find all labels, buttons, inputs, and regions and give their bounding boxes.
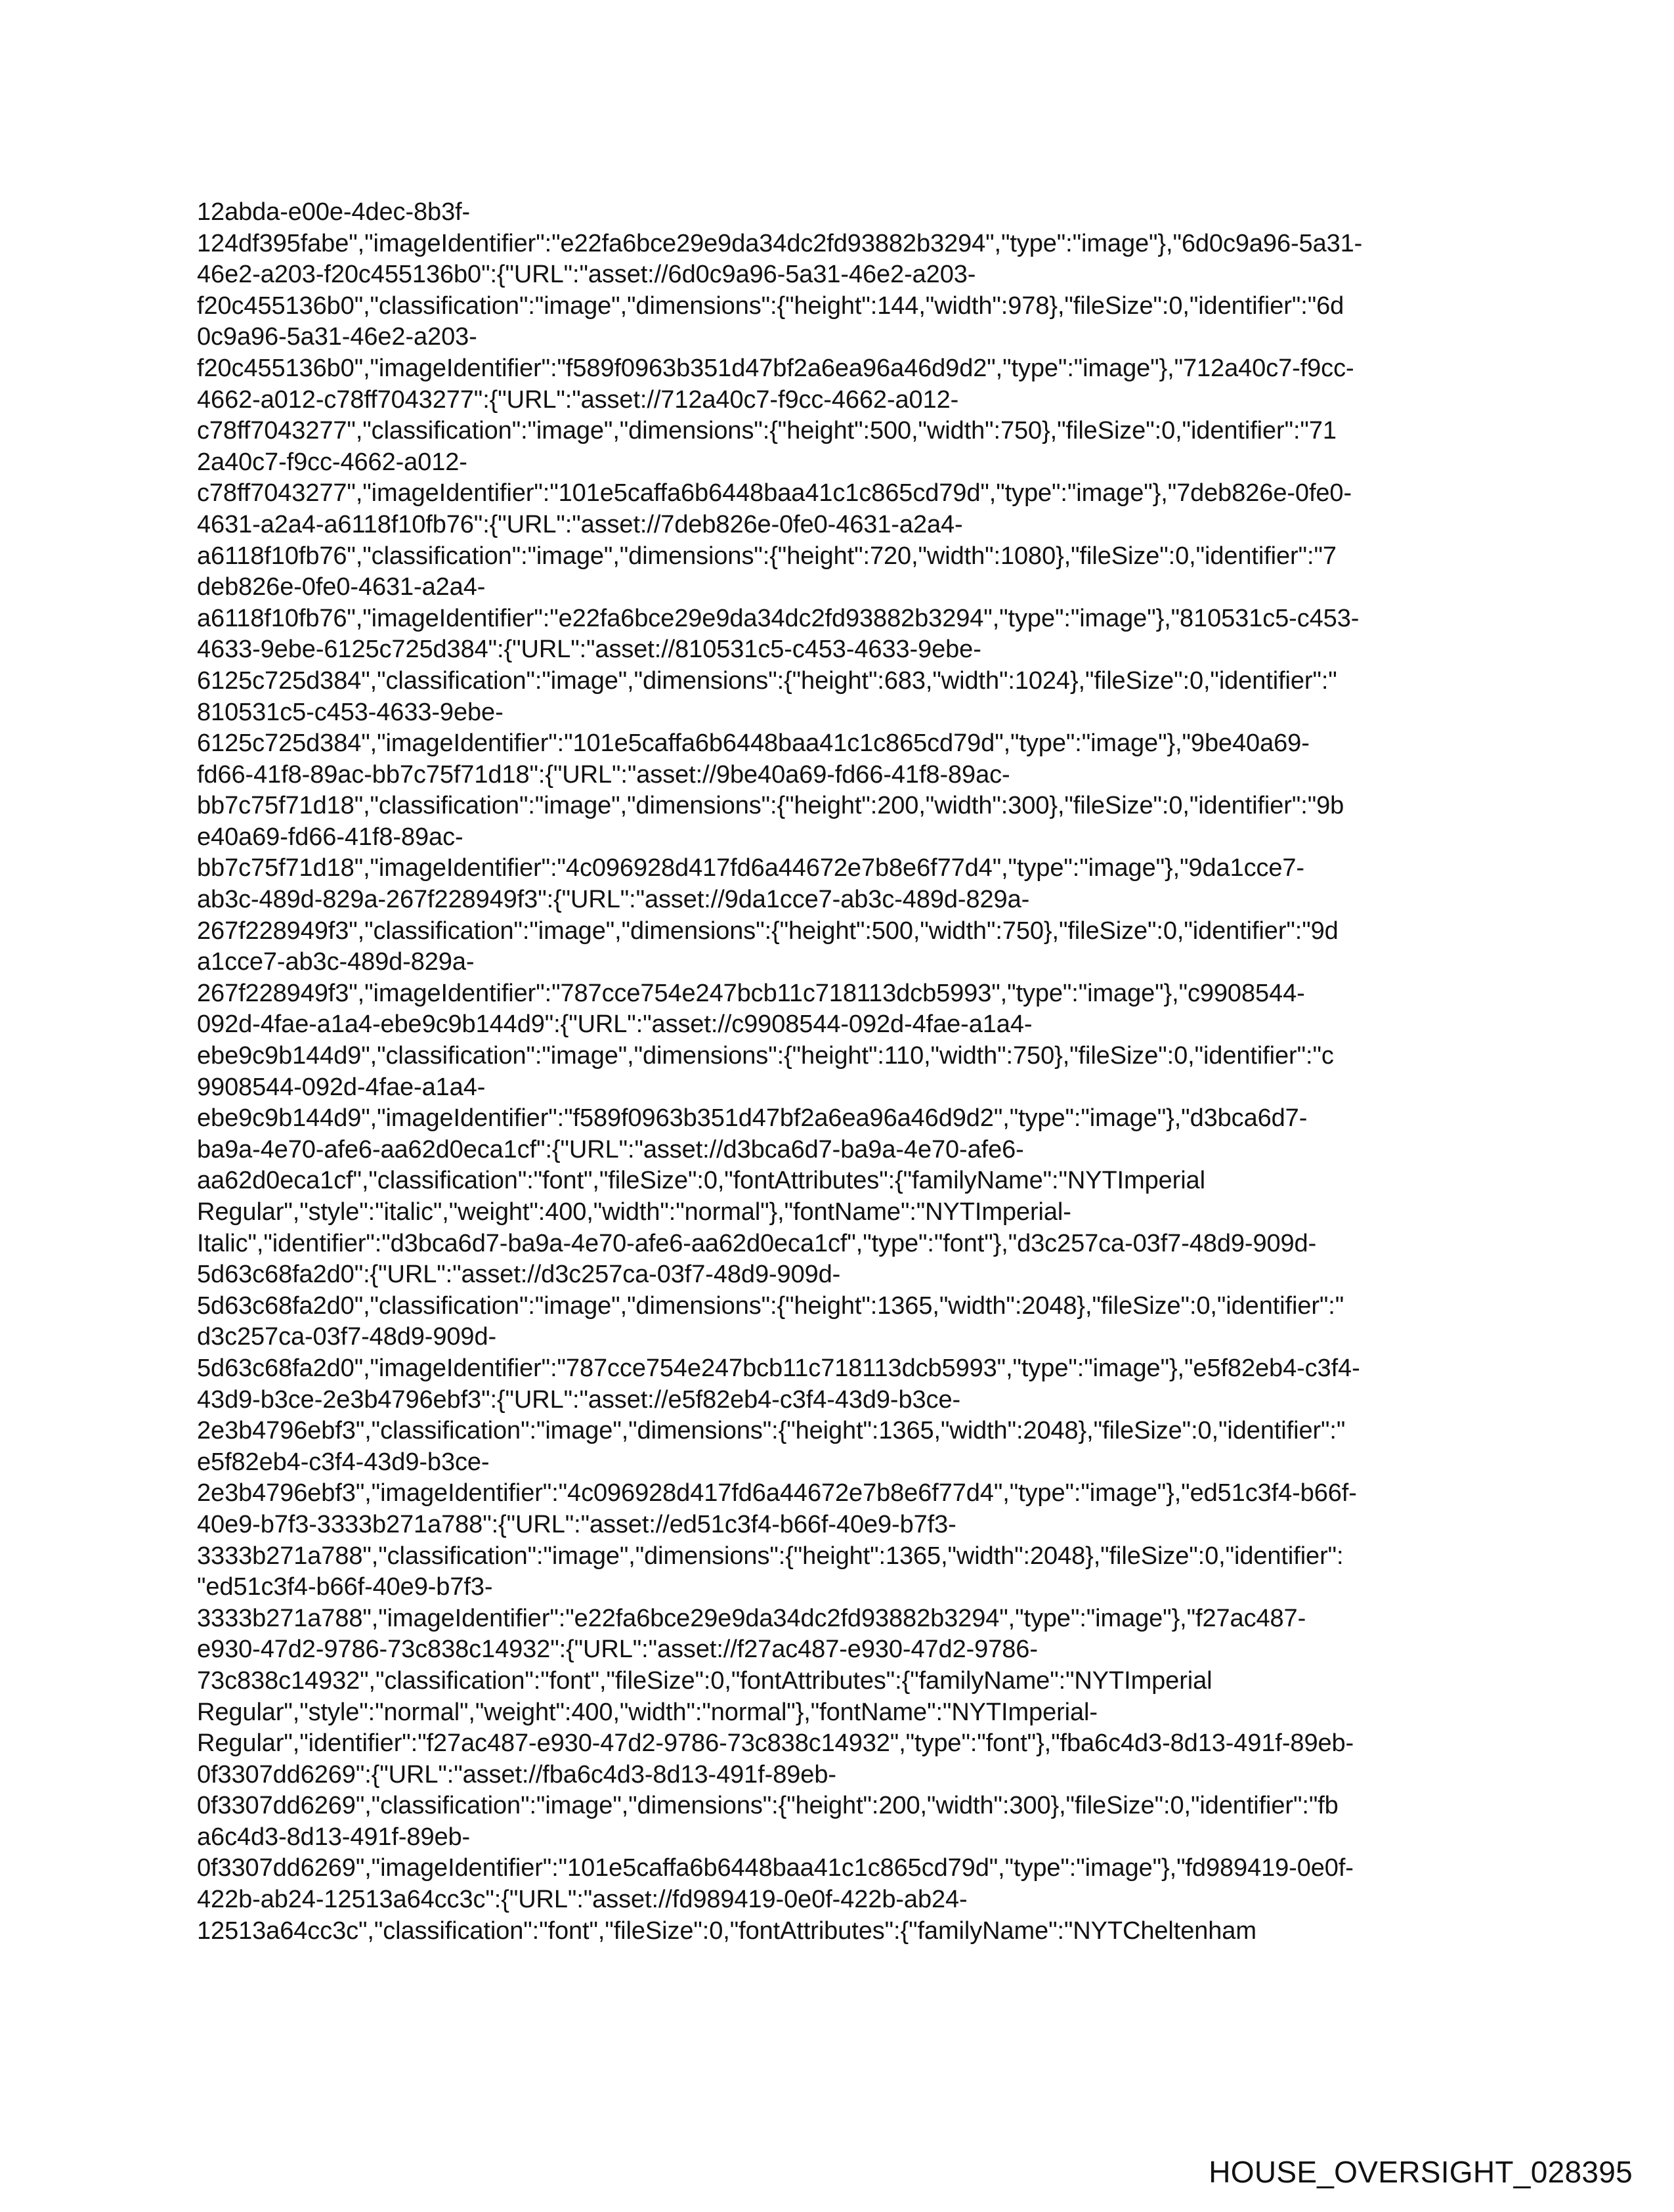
document-text-line: c78ff7043277","imageIdentifier":"101e5caffa6b6448baa41c1c865cd79d","type":"image"},"7deb826e-0fe0- [197, 479, 1352, 508]
bates-number: HOUSE_OVERSIGHT_028395 [1209, 2155, 1633, 2189]
document-text-line: deb826e-0fe0-4631-a2a4- [197, 573, 486, 601]
document-text-line: d3c257ca-03f7-48d9-909d- [197, 1323, 497, 1351]
document-text-line: Italic","identifier":"d3bca6d7-ba9a-4e70-afe6-aa62d0eca1cf","type":"font"},"d3c257ca-03f7-48d9-909d- [197, 1229, 1317, 1257]
document-text-line: 3333b271a788","imageIdentifier":"e22fa6bce29e9da34dc2fd93882b3294","type":"image"},"f27ac487- [197, 1604, 1306, 1632]
document-text-line: bb7c75f71d18","imageIdentifier":"4c096928d417fd6a44672e7b8e6f77d4","type":"image"},"9da1cce7- [197, 854, 1304, 882]
document-text-line: 3333b271a788","classification":"image","dimensions":{"height":1365,"width":2048},"fileSize":0,"identifier": [197, 1542, 1344, 1570]
document-text-line: bb7c75f71d18","classification":"image","dimensions":{"height":200,"width":300},"fileSize":0,"identifier":"9b [197, 792, 1344, 820]
document-text-line: 092d-4fae-a1a4-ebe9c9b144d9":{"URL":"asset://c9908544-092d-4fae-a1a4- [197, 1010, 1033, 1039]
document-text-line: 4631-a2a4-a6118f10fb76":{"URL":"asset://7deb826e-0fe0-4631-a2a4- [197, 510, 963, 538]
document-text-line: 6125c725d384","classification":"image","dimensions":{"height":683,"width":1024},"fileSize":0,"identifier":" [197, 666, 1337, 695]
document-text-line: 0f3307dd6269":{"URL":"asset://fba6c4d3-8d13-491f-89eb- [197, 1760, 836, 1789]
document-text-line: 267f228949f3","imageIdentifier":"787cce754e247bcb11c718113dcb5993","type":"image"},"c9908544- [197, 979, 1305, 1007]
document-text-line: "ed51c3f4-b66f-40e9-b7f3- [197, 1573, 493, 1601]
document-text-line: ebe9c9b144d9","imageIdentifier":"f589f0963b351d47bf2a6ea96a46d9d2","type":"image"},"d3bca6d7- [197, 1104, 1308, 1133]
document-text-line: f20c455136b0","classification":"image","dimensions":{"height":144,"width":978},"fileSize":0,"identifier":"6d [197, 292, 1344, 320]
document-text-line: a6c4d3-8d13-491f-89eb- [197, 1823, 471, 1851]
document-text-line: 40e9-b7f3-3333b271a788":{"URL":"asset://ed51c3f4-b66f-40e9-b7f3- [197, 1510, 956, 1538]
document-text-line: e930-47d2-9786-73c838c14932":{"URL":"asset://f27ac487-e930-47d2-9786- [197, 1636, 1038, 1664]
document-text-line: a6118f10fb76","classification":"image","dimensions":{"height":720,"width":1080},"fileSize":0,"identifier":"7 [197, 542, 1337, 570]
document-text-line: 5d63c68fa2d0","imageIdentifier":"787cce754e247bcb11c718113dcb5993","type":"image"},"e5f82eb4-c3f4- [197, 1354, 1360, 1382]
document-text-line: 0c9a96-5a31-46e2-a203- [197, 323, 477, 351]
document-text-line: 4633-9ebe-6125c725d384":{"URL":"asset://810531c5-c453-4633-9ebe- [197, 636, 981, 664]
document-text-line: 0f3307dd6269","imageIdentifier":"101e5caffa6b6448baa41c1c865cd79d","type":"image"},"fd989419-0e0f- [197, 1854, 1354, 1882]
document-text-line: 4662-a012-c78ff7043277":{"URL":"asset://712a40c7-f9cc-4662-a012- [197, 385, 959, 414]
document-text-line: c78ff7043277","classification":"image","dimensions":{"height":500,"width":750},"fileSize":0,"identifier":"71 [197, 417, 1337, 445]
document-text-line: f20c455136b0","imageIdentifier":"f589f0963b351d47bf2a6ea96a46d9d2","type":"image"},"712a40c7-f9cc- [197, 354, 1354, 382]
document-text-line: e40a69-fd66-41f8-89ac- [197, 823, 463, 851]
document-text-line: fd66-41f8-89ac-bb7c75f71d18":{"URL":"asset://9be40a69-fd66-41f8-89ac- [197, 760, 1010, 789]
document-text-line: 46e2-a203-f20c455136b0":{"URL":"asset://6d0c9a96-5a31-46e2-a203- [197, 261, 976, 289]
document-text-line: 810531c5-c453-4633-9ebe- [197, 698, 504, 726]
document-text-line: 2a40c7-f9cc-4662-a012- [197, 448, 467, 476]
document-body-text [197, 197, 1497, 1947]
document-text-line: ab3c-489d-829a-267f228949f3":{"URL":"asset://9da1cce7-ab3c-489d-829a- [197, 886, 1030, 914]
document-text-line: aa62d0eca1cf","classification":"font","fileSize":0,"fontAttributes":{"familyName":"NYTImperial [197, 1167, 1205, 1195]
document-text-line: ebe9c9b144d9","classification":"image","dimensions":{"height":110,"width":750},"fileSize":0,"identifier":"c [197, 1042, 1334, 1070]
document-text-line: 73c838c14932","classification":"font","fileSize":0,"fontAttributes":{"familyName":"NYTImperial [197, 1666, 1213, 1695]
document-text-line: 6125c725d384","imageIdentifier":"101e5caffa6b6448baa41c1c865cd79d","type":"image"},"9be40a69- [197, 729, 1310, 758]
document-text-line: 12abda-e00e-4dec-8b3f- [197, 198, 471, 226]
document-text-line: a1cce7-ab3c-489d-829a- [197, 948, 475, 976]
document-text-line: 0f3307dd6269","classification":"image","dimensions":{"height":200,"width":300},"fileSize":0,"identifier":"fb [197, 1792, 1339, 1820]
document-text-line: 267f228949f3","classification":"image","dimensions":{"height":500,"width":750},"fileSize":0,"identifier":"9d [197, 917, 1339, 945]
document-text-line: e5f82eb4-c3f4-43d9-b3ce- [197, 1448, 490, 1476]
document-text-line: 5d63c68fa2d0","classification":"image","dimensions":{"height":1365,"width":2048},"fileSize":0,"identifier":" [197, 1291, 1344, 1320]
document-text-line: 5d63c68fa2d0":{"URL":"asset://d3c257ca-03f7-48d9-909d- [197, 1261, 841, 1289]
document-text-line: 12513a64cc3c","classification":"font","fileSize":0,"fontAttributes":{"familyName":"NYTCheltenham [197, 1917, 1256, 1945]
document-text-line: 422b-ab24-12513a64cc3c":{"URL":"asset://fd989419-0e0f-422b-ab24- [197, 1886, 968, 1914]
document-text-line: 2e3b4796ebf3","imageIdentifier":"4c096928d417fd6a44672e7b8e6f77d4","type":"image"},"ed51c3f4-b66f- [197, 1479, 1357, 1507]
document-text-line: Regular","style":"italic","weight":400,"width":"normal"},"fontName":"NYTImperial- [197, 1198, 1071, 1226]
document-text-line: ba9a-4e70-afe6-aa62d0eca1cf":{"URL":"asset://d3bca6d7-ba9a-4e70-afe6- [197, 1135, 1024, 1163]
document-text-line: 43d9-b3ce-2e3b4796ebf3":{"URL":"asset://e5f82eb4-c3f4-43d9-b3ce- [197, 1385, 961, 1414]
document-text-line: 2e3b4796ebf3","classification":"image","dimensions":{"height":1365,"width":2048},"fileSize":0,"identifier":" [197, 1417, 1346, 1445]
document-text-line: Regular","style":"normal","weight":400,"width":"normal"},"fontName":"NYTImperial- [197, 1698, 1098, 1726]
document-text-line: 124df395fabe","imageIdentifier":"e22fa6bce29e9da34dc2fd93882b3294","type":"image"},"6d0c9a96-5a31- [197, 229, 1363, 257]
document-text-line: Regular","identifier":"f27ac487-e930-47d2-9786-73c838c14932","type":"font"},"fba6c4d3-8d13-491f-89eb- [197, 1729, 1354, 1758]
document-text-line: a6118f10fb76","imageIdentifier":"e22fa6bce29e9da34dc2fd93882b3294","type":"image"},"810531c5-c453- [197, 604, 1360, 632]
document-text-line: 9908544-092d-4fae-a1a4- [197, 1073, 486, 1101]
